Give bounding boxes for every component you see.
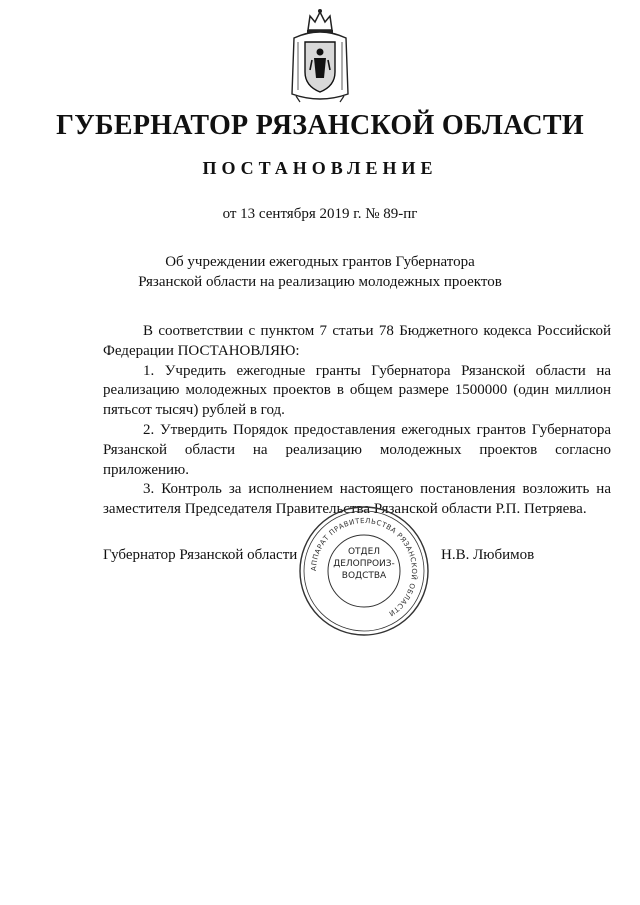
- signatory-title: Губернатор Рязанской области: [103, 547, 298, 563]
- subject-line: Рязанской области на реализацию молодежных проектов: [138, 274, 502, 290]
- body-paragraph: 2. Утвердить Порядок предоставления ежегодных грантов Губернатора Рязанской области на реализацию молодежных проектов согласно приложению.: [103, 421, 611, 478]
- body-paragraph: 3. Контроль за исполнением настоящего постановления возложить на заместителя Председателя Правительства Рязанской области Р.П. Петряева.: [103, 481, 611, 518]
- document-type: ПОСТАНОВЛЕНИЕ: [202, 158, 438, 178]
- document-date-number: от 13 сентября 2019 г. № 89-пг: [222, 206, 418, 222]
- svg-text:АППАРАТ ПРАВИТЕЛЬСТВА РЯЗАНСКО: АППАРАТ ПРАВИТЕЛЬСТВА РЯЗАНСКОЙ ОБЛАСТИ: [309, 516, 419, 618]
- stamp-center-text: ОТДЕЛ ДЕЛОПРОИЗ- ВОДСТВА: [333, 547, 395, 581]
- organization-title: ГУБЕРНАТОР РЯЗАНСКОЙ ОБЛАСТИ: [56, 110, 584, 141]
- official-stamp: [296, 503, 432, 639]
- document-body: [103, 322, 611, 520]
- signatory-name: Н.В. Любимов: [441, 547, 535, 563]
- body-paragraph: 1. Учредить ежегодные гранты Губернатора Рязанской области на реализацию молодежных проектов в общем размере 1500000 (один миллион пятьсот тысяч) рублей в год.: [103, 362, 611, 419]
- subject-line: Об учреждении ежегодных грантов Губернатора: [165, 254, 475, 270]
- coat-of-arms-emblem: [288, 8, 352, 104]
- document-subject: [0, 252, 640, 292]
- body-paragraph: В соответствии с пунктом 7 статьи 78 Бюджетного кодекса Российской Федерации ПОСТАНОВЛЯЮ:: [103, 323, 611, 359]
